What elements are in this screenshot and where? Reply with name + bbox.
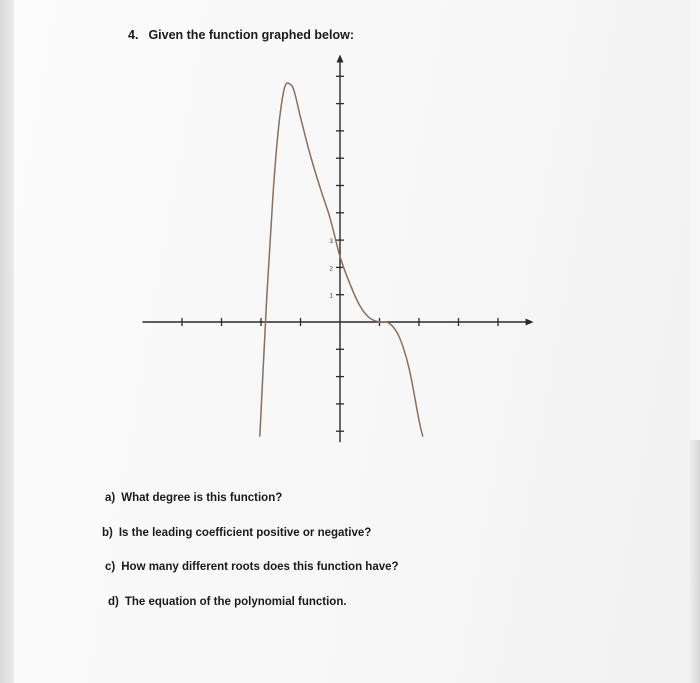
- part-a-letter: a): [105, 492, 116, 504]
- question-prompt: Given the function graphed below:: [148, 28, 354, 42]
- y-axis-arrow: [337, 54, 344, 62]
- part-b-text: Is the leading coefficient positive or negative?: [118, 527, 372, 539]
- part-d: [108, 596, 347, 608]
- y-tick-label: 1: [329, 292, 333, 300]
- part-d-letter: d): [108, 596, 119, 608]
- y-tick-label: 2: [329, 265, 333, 273]
- part-b: [102, 527, 371, 539]
- part-c-letter: c): [105, 561, 116, 573]
- y-tick-label: 3: [329, 238, 333, 246]
- part-a: [105, 492, 282, 504]
- part-c: [105, 561, 399, 573]
- part-a-text: What degree is this function?: [121, 492, 283, 504]
- part-d-text: The equation of the polynomial function.: [124, 596, 347, 608]
- part-b-letter: b): [102, 527, 113, 539]
- x-axis-arrow: [526, 319, 534, 326]
- part-c-text: How many different roots does this function have?: [121, 561, 399, 573]
- function-curve: [260, 83, 423, 437]
- question-number: 4.: [128, 28, 139, 42]
